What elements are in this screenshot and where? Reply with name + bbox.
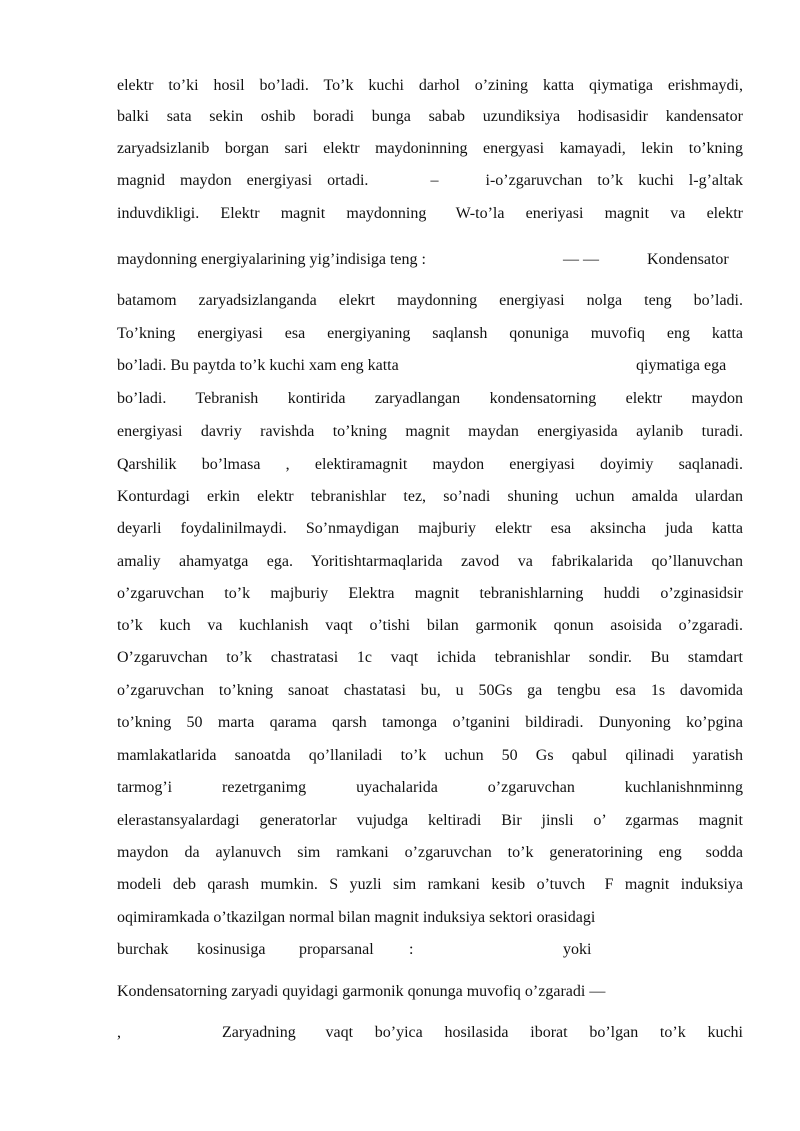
text-line-9: bo’ladi. Bu paytda to’k kuchi xam eng katta bbox=[117, 357, 399, 374]
text-line-16: o’zgaruvchan to’k majburiy Elektra magnit tebranishlarning huddi o’zginasidsir bbox=[117, 585, 743, 602]
text-line-3: zaryadsizlanib borgan sari elektr maydoninning energyasi kamayadi, lekin to’kning bbox=[117, 140, 743, 157]
text-line-11: energiyasi davriy ravishda to’kning magnit maydan energiyasida aylanib turadi. bbox=[117, 423, 743, 440]
text-line-17: to’k kuch va kuchlanish vaqt o’tishi bilan garmonik qonun asoisida o’zgaradi. bbox=[117, 617, 743, 634]
text-line-25: modeli deb qarash mumkin. S yuzli sim ramkani kesib o’tuvch F magnit induksiya bbox=[117, 876, 743, 893]
qiymatiga-ega-text: qiymatiga ega bbox=[636, 357, 727, 374]
text-line-24: maydon da aylanuvch sim ramkani o’zgaruvchan to’k generatorining eng sodda bbox=[117, 844, 743, 861]
text-line-21: mamlakatlarida sanoatda qo’llaniladi to’k uchun 50 Gs qabul qilinadi yaratish bbox=[117, 747, 743, 764]
proparsanal-word: proparsanal bbox=[299, 941, 374, 958]
colon-mark: : bbox=[409, 941, 414, 958]
text-line-15: amaliy ahamyatga ega. Yoritishtarmaqlarida zavod va fabrikalarida qo’llanuvchan bbox=[117, 553, 743, 570]
text-line-23: elerastansyalardagi generatorlar vujudga keltiradi Bir jinsli o’ zgarmas magnit bbox=[117, 812, 743, 829]
text-line-19: o’zgaruvchan to’kning sanoat chastatasi bu, u 50Gs ga tengbu esa 1s davomida bbox=[117, 682, 743, 699]
text-line-4: magnid maydon energiyasi ortadi. – i-o’zgaruvchan to’k kuchi l-g’altak bbox=[117, 172, 743, 189]
text-line-1: elektr to’ki hosil bo’ladi. To’k kuchi darhol o’zining katta qiymatiga erishmaydi, bbox=[117, 77, 743, 94]
text-line-12: Qarshilik bo’lmasa , elektiramagnit maydon energiyasi doyimiy saqlanadi. bbox=[117, 456, 743, 473]
text-line-8: To’kning energiyasi esa energiyaning saqlansh qonuniga muvofiq eng katta bbox=[117, 325, 743, 342]
paragraph-kondensator-zaryadi: Kondensatorning zaryadi quyidagi garmonik qonunga muvofiq o’zgaradi — bbox=[117, 983, 606, 1000]
text-line-13: Konturdagi erkin elektr tebranishlar tez, so’nadi shuning uchun amalda ulardan bbox=[117, 488, 743, 505]
burchak-word: burchak bbox=[117, 941, 169, 958]
kosinusiga-word: kosinusiga bbox=[197, 941, 266, 958]
formula-dashes: — — bbox=[563, 251, 599, 268]
text-line-6: maydonning energiyalarining yig’indisiga teng : bbox=[117, 251, 426, 268]
yoki-word: yoki bbox=[563, 941, 592, 958]
text-line-22: tarmog’i rezetrganimg uyachalarida o’zgaruvchan kuchlanishnminng bbox=[117, 779, 743, 796]
text-line-5: induvdikligi. Elektr magnit maydonning W-to’la eneriyasi magnit va elektr bbox=[117, 205, 743, 222]
text-line-2: balki sata sekin oshib boradi bunga sabab uzundiksiya hodisasidir kandensator bbox=[117, 108, 743, 125]
text-line-20: to’kning 50 marta qarama qarsh tamonga o’tganini bildiradi. Dunyoning ko’pgina bbox=[117, 714, 743, 731]
text-line-7: batamom zaryadsizlanganda elekrt maydonning energiyasi nolga teng bo’ladi. bbox=[117, 292, 743, 309]
final-text-line: Zaryadning vaqt bo’yica hosilasida iborat bo’lgan to’k kuchi bbox=[222, 1024, 743, 1041]
text-line-18: O’zgaruvchan to’k chastratasi 1c vaqt ichida tebranishlar sondir. Bu stamdart bbox=[117, 649, 743, 666]
kondensator-word: Kondensator bbox=[647, 251, 729, 268]
text-line-14: deyarli foydalinilmaydi. So’nmaydigan majburiy elektr esa aksincha juda katta bbox=[117, 520, 743, 537]
comma-mark: , bbox=[117, 1024, 121, 1041]
text-line-10: bo’ladi. Tebranish kontirida zaryadlangan kondensatorning elektr maydon bbox=[117, 390, 743, 407]
text-line-26: oqimiramkada o’tkazilgan normal bilan magnit induksiya sektori orasidagi bbox=[117, 909, 596, 926]
